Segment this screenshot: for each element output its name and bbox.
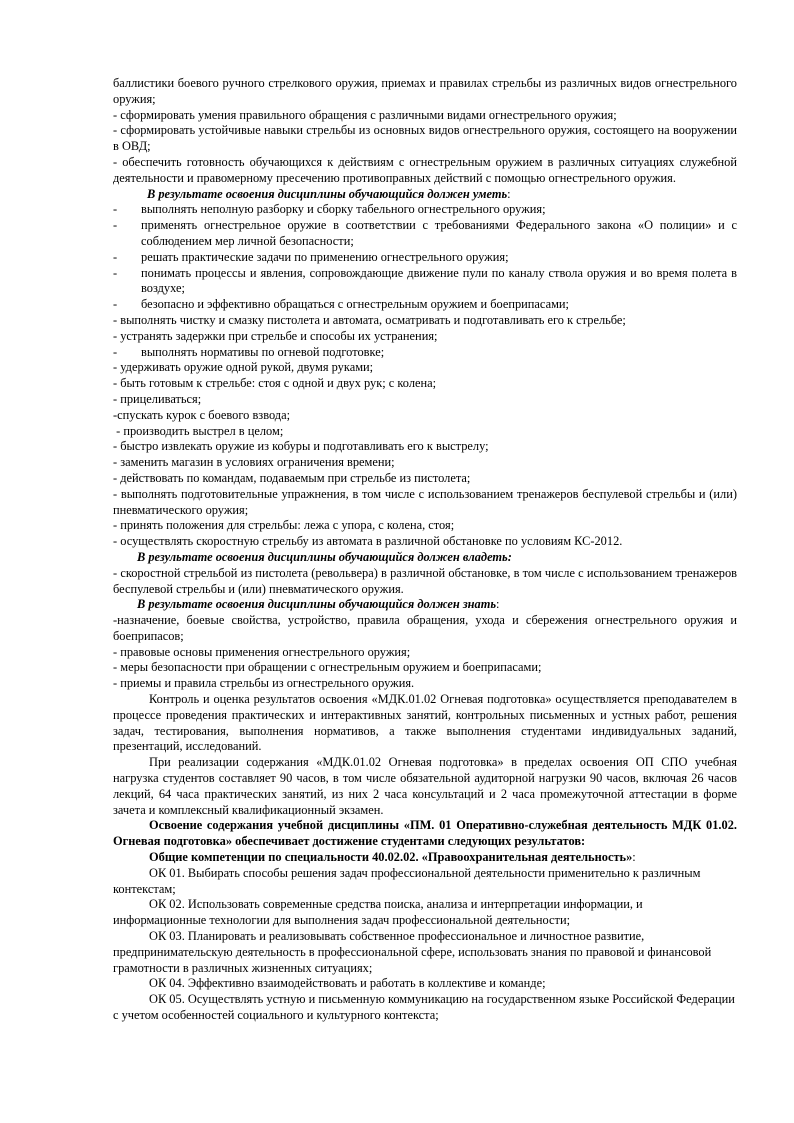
umet-line: - принять положения для стрельбы: лежа с упора, с колена, стоя; (113, 518, 455, 533)
umet-line: -спускать курок с боевого взвода; (113, 407, 291, 422)
umet-line: - удерживать оружие одной рукой, двумя руками; (113, 360, 374, 375)
umet-line: - выполнять чистку и смазку пистолета и автомата, осматривать и подготавливать его к стрельбе; (113, 312, 626, 327)
umet-line: - действовать по командам, подаваемым при стрельбе из пистолета; (113, 470, 471, 485)
competency-item: ОК 02. Использовать современные средства поиска, анализа и интерпретации информации, и информационные технологии для выполнения задач профессиональной деятельности; (113, 897, 643, 928)
umet-item: - выполнять неполную разборку и сборку табельного огнестрельного оружия; (113, 202, 546, 217)
competency-item: ОК 05. Осуществлять устную и письменную коммуникацию на государственном языке Российской Федерации с учетом особенностей социального и культурного контекста; (113, 992, 735, 1023)
intro-line: - сформировать устойчивые навыки стрельбы из основных видов огнестрельного оружия, состоящего на вооружении в ОВД; (113, 123, 737, 154)
umet-item: - понимать процессы и явления, сопровождающие движение пули по каналу ствола оружия и во время полета в воздухе; (113, 265, 737, 296)
umet-line: - прицеливаться; (113, 391, 202, 406)
znat-item: - приемы и правила стрельбы из огнестрельного оружия. (113, 676, 415, 691)
znat-heading: В результате освоения дисциплины обучающийся должен знать: (137, 597, 500, 612)
vladet-heading: В результате освоения дисциплины обучающийся должен владеть: (137, 549, 512, 564)
intro-line: баллистики боевого ручного стрелкового оружия, приемах и правилах стрельбы из различных видов огнестрельного оружия; (113, 76, 737, 106)
umet-line: - осуществлять скоростную стрельбу из автомата в различной обстановке по условиям КС-2012. (113, 534, 623, 549)
umet-line: - устранять задержки при стрельбе и способы их устранения; (113, 328, 438, 343)
umet-line: - заменить магазин в условиях ограничения времени; (113, 455, 395, 470)
umet-item: - выполнять нормативы по огневой подготовке; (113, 344, 385, 359)
znat-item: - правовые основы применения огнестрельного оружия; (113, 644, 411, 659)
competencies-heading: Общие компетенции по специальности 40.02.02. «Правоохранительная деятельность»: (149, 850, 636, 865)
umet-item: - решать практические задачи по применению огнестрельного оружия; (113, 249, 509, 264)
umet-line: - быть готовым к стрельбе: стоя с одной и двух рук; с колена; (113, 376, 437, 391)
hours-paragraph: При реализации содержания «МДК.01.02 Огневая подготовка» в пределах освоения ОП СПО учебная нагрузка студентов составляет 90 часов, в том числе обязательной аудиторной нагрузки 90 часов, включая 26 часов лекций, 64 часа практических занятий, из них 2 часа консультаций и 2 часа промежуточной аттестации в форме зачета и комплексный квалификационный экзамен. (113, 755, 737, 817)
znat-item: - меры безопасности при обращении с огнестрельным оружием и боеприпасами; (113, 660, 542, 675)
competency-item: ОК 01. Выбирать способы решения задач профессиональной деятельности применительно к различным контекстам; (113, 865, 701, 896)
mastery-heading: Освоение содержания учебной дисциплины «ПМ. 01 Оперативно-служебная деятельность МДК 01.02. Огневая подготовка» обеспечивает достижение студентами следующих результатов: (113, 818, 737, 849)
umet-heading: В результате освоения дисциплины обучающийся должен уметь: (147, 186, 511, 201)
control-paragraph: Контроль и оценка результатов освоения «МДК.01.02 Огневая подготовка» осуществляется преподавателем в процессе проведения практических и интерактивных занятий, контрольных письменных и устных работ, решения задач, тестирования, выполнения нормативов, а также выполнения студентами индивидуальных заданий, презентаций, исследований. (113, 692, 737, 754)
vladet-item: - скоростной стрельбой из пистолета (револьвера) в различной обстановке, в том числе с использованием тренажеров беспулевой стрельбы и (или) пневматического оружия. (113, 565, 737, 596)
competency-item: ОК 03. Планировать и реализовывать собственное профессиональное и личностное развитие, предпринимательскую деятельность в профессиональной сфере, использовать знания по правовой и финансовой грамотности в различных жизненных ситуациях; (113, 929, 712, 975)
competency-item: ОК 04. Эффективно взаимодействовать и работать в коллективе и команде; (149, 976, 546, 991)
document-page (113, 76, 737, 1024)
znat-item: -назначение, боевые свойства, устройство, правила обращения, ухода и сбережения огнестрельного оружия и боеприпасов; (113, 613, 737, 643)
umet-item: - применять огнестрельное оружие в соответствии с требованиями Федерального закона «О полиции» и с соблюдением мер личной безопасности; (113, 218, 737, 248)
umet-line: - выполнять подготовительные упражнения, в том числе с использованием тренажеров беспулевой стрельбы и (или) пневматического оружия; (113, 486, 737, 517)
umet-item: - безопасно и эффективно обращаться с огнестрельным оружием и боеприпасами; (113, 297, 569, 312)
umet-line: - производить выстрел в целом; (113, 423, 284, 438)
intro-line: - сформировать умения правильного обращения с различными видами огнестрельного оружия; (113, 107, 617, 122)
intro-line: - обеспечить готовность обучающихся к действиям с огнестрельным оружием в различных ситуациях служебной деятельности и правомерному пресечению противоправных действий с помощью огнестрельного оружия. (113, 154, 737, 185)
umet-line: - быстро извлекать оружие из кобуры и подготавливать его к выстрелу; (113, 439, 489, 454)
